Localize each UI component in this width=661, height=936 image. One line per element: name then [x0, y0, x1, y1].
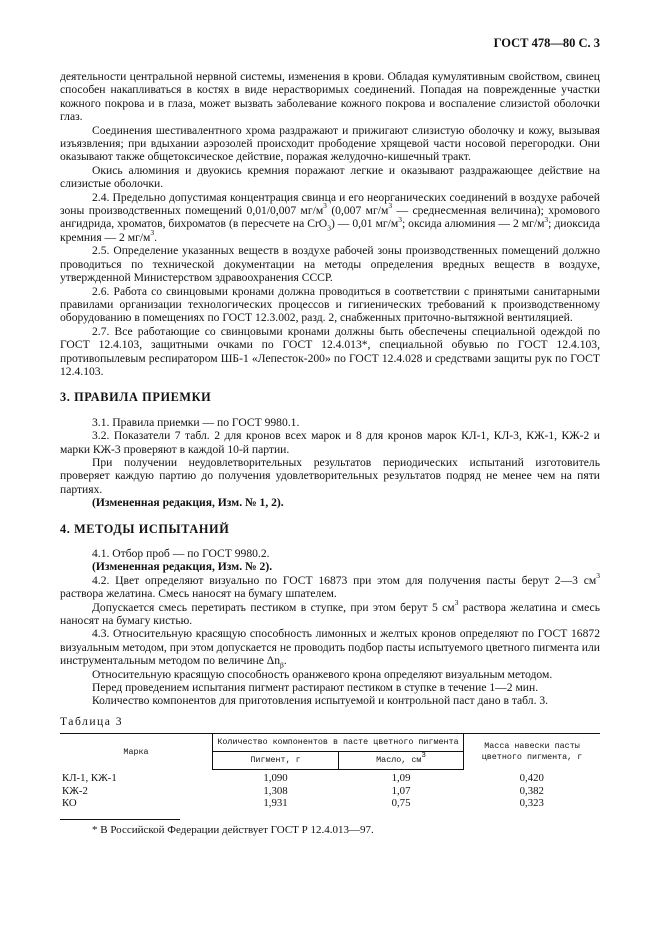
- text-run: раствора желатина. Смесь наносят на бумагу шпателем.: [60, 587, 337, 601]
- page-header: ГОСТ 478—80 С. 3: [493, 36, 600, 50]
- cell-oil: 1,09: [391, 772, 411, 785]
- superscript: 3: [421, 752, 426, 761]
- col-header-group: Количество компонентов в пасте цветного пигмента: [213, 734, 464, 752]
- oil-label: Масло, см: [376, 755, 422, 766]
- text-run: Допускается смесь перетирать пестиком в ступке, при этом берут 5 см: [92, 600, 455, 614]
- superscript: 3: [454, 597, 459, 607]
- superscript: 3: [398, 214, 402, 224]
- text-run: 2.4. Предельно допустимая концентрация свинца и его неорганических соединений в воздухе рабочей зоны производственных помещений 0,01/0,007 мг/м: [60, 190, 600, 218]
- text-run: 4.3. Относительную красящую способность лимонных и желтых кронов определяют по ГОСТ 16872 визуальным методом, при этом допускается не проводить подбор пасты испытуемого цветного пигмента или инструментальным методом по величине Δn: [60, 627, 600, 668]
- cell-mark: КО: [62, 796, 77, 809]
- paragraph-2-4: [60, 191, 600, 245]
- text-run: ; оксида алюминия — 2 мг/м: [401, 217, 545, 231]
- paragraph-4-2: [60, 570, 600, 601]
- superscript: 3: [323, 201, 327, 211]
- table-row: [60, 797, 600, 809]
- paragraph: Соединения шестивалентного хрома раздражают и прижигают слизистую оболочку и кожу, вызывая изъязвления; при вдыхании аэрозолей происходит прободение хрящевой части носовой перегородки. Они оказывают также общетоксическое действие, поражая желудочно-кишечный тракт.: [60, 123, 600, 164]
- text-run: ; диоксида кремния — 2 мг/м: [60, 217, 600, 244]
- paragraph-4-3: [60, 627, 600, 670]
- superscript: 3: [544, 214, 549, 224]
- table-caption: Таблица 3: [60, 714, 124, 728]
- subscript: 3: [327, 223, 331, 233]
- text-run: .: [154, 230, 158, 244]
- superscript: 3: [150, 228, 155, 238]
- cell-oil: 1,07: [391, 784, 411, 797]
- paragraph: Перед проведением испытания пигмент растирают пестиком в ступке в течение 1—2 мин.: [92, 681, 539, 695]
- text-run: 4.2. Цвет определяют визуально по ГОСТ 16873 при этом для получения пасты берут 2—3 см: [92, 573, 597, 587]
- section-heading: 3. ПРАВИЛА ПРИЕМКИ: [60, 390, 212, 405]
- footnote-divider: [60, 819, 180, 820]
- cell-mark: КЛ-1, КЖ-1: [62, 772, 117, 785]
- document-body: [60, 70, 600, 838]
- amendment-note: (Измененная редакция, Изм. № 1, 2).: [92, 496, 284, 510]
- paragraph: При получении неудовлетворительных результатов периодических испытаний изготовитель проверяет каждую партию до получения удовлетворительных результатов подряд не менее чем на пяти партиях.: [60, 455, 600, 496]
- amendment-note: (Измененная редакция, Изм. № 2).: [92, 560, 273, 574]
- paragraph: [60, 597, 600, 628]
- col-header-pigment: Пигмент, г: [213, 752, 339, 770]
- cell-pigment: 1,308: [263, 784, 288, 797]
- cell-oil: 0,75: [391, 796, 411, 809]
- cell-mass: 0,420: [519, 772, 544, 785]
- paragraph: 3.2. Показатели 7 табл. 2 для кронов всех марок и 8 для кронов марок КЛ-1, КЛ-3, КЖ-1, КЖ-2 и марки КЖ-3 проверяют в каждой 10-й партии.: [60, 429, 600, 456]
- cell-pigment: 1,931: [263, 796, 288, 809]
- paragraph: 2.7. Все работающие со свинцовыми кронами должны быть обеспечены специальной одеждой по ГОСТ 12.4.103, защитными очками по ГОСТ 12.4.013*, специальной обувью по ГОСТ 12.4.103, противопылевым респиратором ШБ-1 «Лепесток-200» по ГОСТ 12.4.028 и средствами защиты рук по ГОСТ 12.4.103.: [60, 324, 600, 378]
- paragraph: деятельности центральной нервной системы, изменения в крови. Обладая кумулятивным свойством, свинец способен накапливаться в костях в виде нерастворимых соединений. Попадая на поврежденные участки кожного покрова и в глаза, может вызвать заболевание кожного покрова и воспаление слизистой оболочки глаз.: [60, 70, 600, 124]
- col-header-mass: Масса навески пасты цветного пигмента, г: [464, 734, 601, 770]
- text-run: — среднесменная величина); хромового ангидрида, хроматов, бихроматов (в пересчете на CrO: [60, 204, 600, 231]
- cell-mass: 0,323: [519, 796, 544, 809]
- superscript: 3: [596, 570, 600, 580]
- col-header-mark: Марка: [60, 734, 213, 770]
- cell-pigment: 1,090: [263, 772, 288, 785]
- paragraph: 2.6. Работа со свинцовыми кронами должна проводиться в соответствии с принятыми санитарными правилами организации технологических процессов и гигиенических требований к производственному оборудованию в помещениях по ГОСТ 12.3.002, разд. 2, снабженных приточно-вытяжной вентиляцией.: [60, 284, 600, 325]
- text-run: раствора желатина и смесь наносят на бумагу кистью.: [60, 600, 600, 628]
- paragraph: Относительную красящую способность оранжевого крона определяют визуальным методом.: [92, 667, 553, 681]
- table-row: [60, 785, 600, 797]
- table-row: [60, 770, 600, 785]
- text-run: .: [283, 654, 287, 668]
- col-header-oil: [339, 752, 464, 770]
- text-run: (0,007 мг/м: [326, 204, 389, 218]
- cell-mark: КЖ-2: [62, 784, 88, 797]
- footnote: * В Российской Федерации действует ГОСТ Р 12.4.013—97.: [92, 824, 374, 837]
- subscript: β: [280, 660, 284, 670]
- table-3: [60, 733, 600, 809]
- paragraph: Количество компонентов для приготовления испытуемой и контрольной паст дано в табл. 3.: [92, 694, 549, 708]
- superscript: 3: [388, 201, 393, 211]
- paragraph: 4.1. Отбор проб — по ГОСТ 9980.2.: [92, 547, 270, 560]
- paragraph: 3.1. Правила приемки — по ГОСТ 9980.1.: [92, 415, 300, 429]
- paragraph: 2.5. Определение указанных веществ в воздухе рабочей зоны производственных помещений должно проводиться по технической документации на методы определения вредных веществ в воздухе, утвержденной Министерством здравоохранения СССР.: [60, 244, 600, 285]
- section-heading: 4. МЕТОДЫ ИСПЫТАНИЙ: [60, 521, 230, 536]
- paragraph: Окись алюминия и двуокись кремния поражают легкие и оказывают раздражающее действие на слизистые оболочки.: [60, 163, 600, 191]
- cell-mass: 0,382: [519, 784, 544, 797]
- text-run: ) — 0,01 мг/м: [330, 217, 399, 231]
